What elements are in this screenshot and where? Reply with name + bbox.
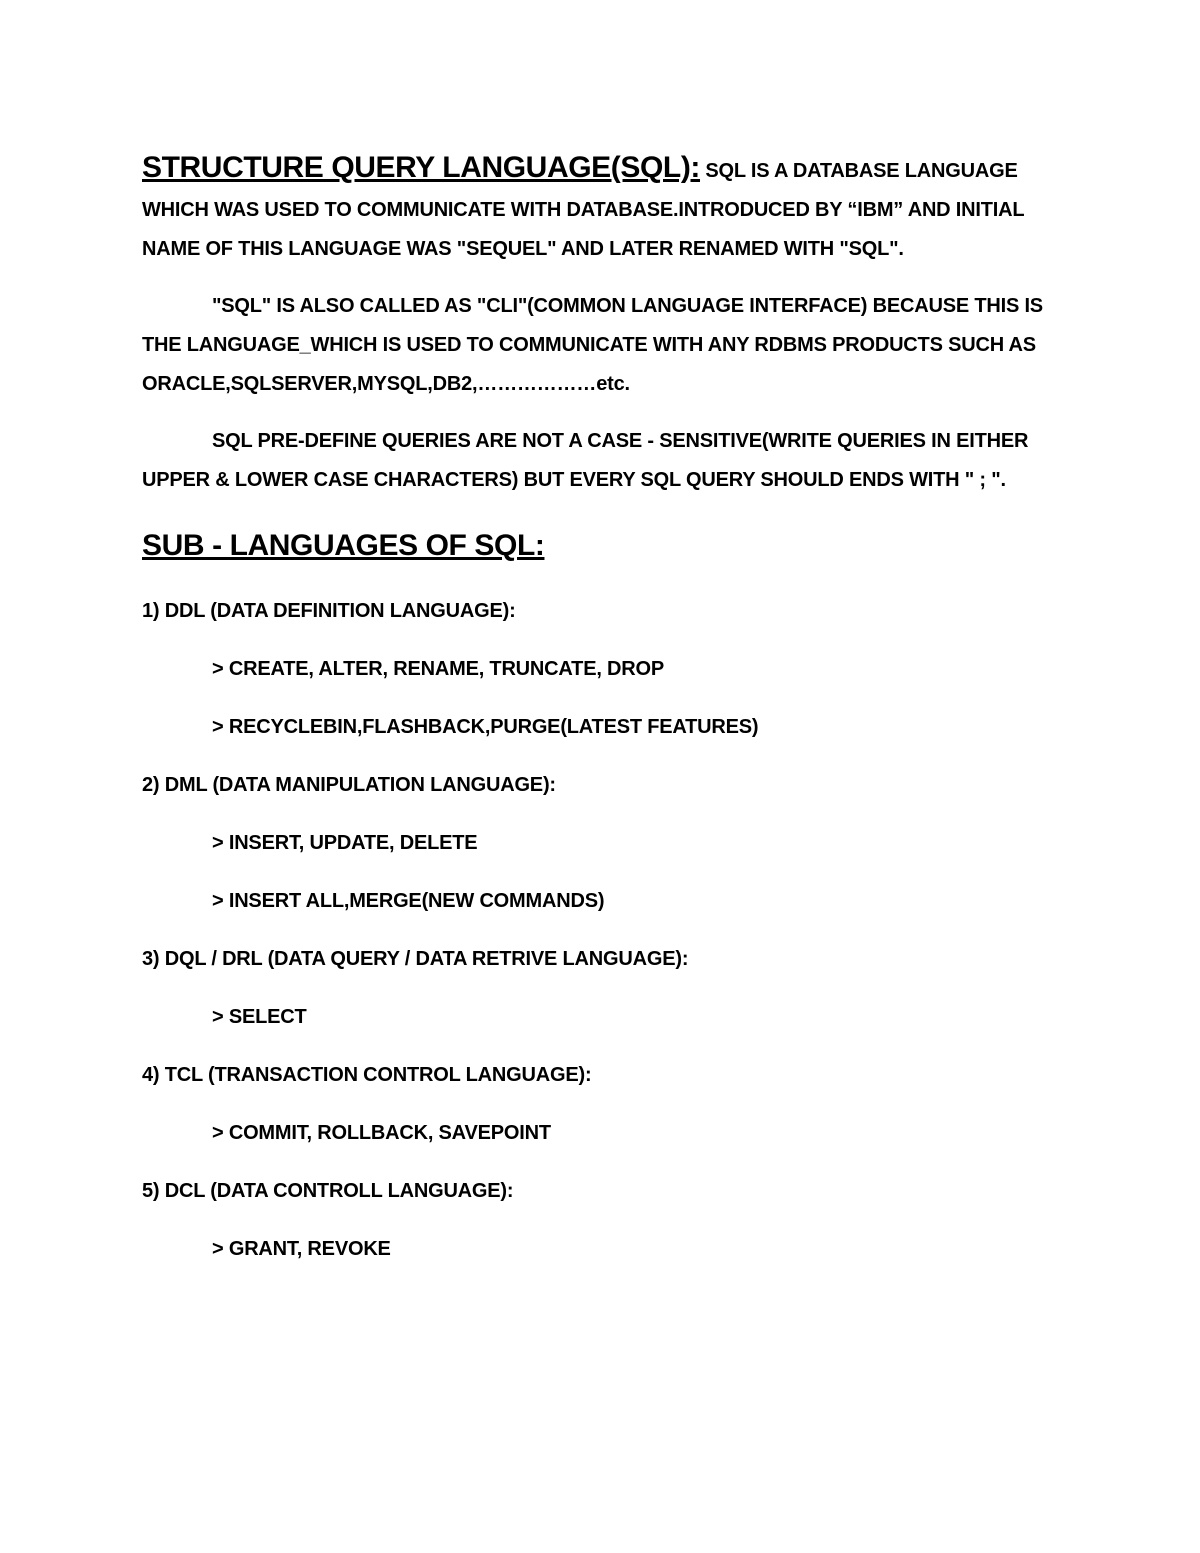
case-sensitivity-paragraph: SQL PRE-DEFINE QUERIES ARE NOT A CASE - SENSITIVE(WRITE QUERIES IN EITHER UPPER & LOWER CASE CHARACTERS) BUT EVERY SQL QUERY SHOULD ENDS WITH " ; ". (142, 430, 1034, 491)
section-dcl (142, 1178, 1072, 1262)
section-dql (142, 946, 1072, 1030)
section-item: > CREATE, ALTER, RENAME, TRUNCATE, DROP (212, 658, 665, 680)
section-item: > RECYCLEBIN,FLASHBACK,PURGE(LATEST FEATURES) (212, 716, 759, 738)
section-dml (142, 772, 1072, 914)
intro-text: SQL IS A DATABASE LANGUAGE WHICH WAS USED TO COMMUNICATE WITH DATABASE.INTRODUCED BY “IBM” AND INITIAL NAME OF THIS LANGUAGE WAS "SEQUEL" AND LATER RENAMED WITH "SQL". (142, 160, 1030, 260)
section-title: 2) DML (DATA MANIPULATION LANGUAGE): (142, 774, 556, 796)
section-title: 5) DCL (DATA CONTROLL LANGUAGE): (142, 1180, 514, 1202)
document-body (142, 148, 1072, 1262)
section-item: > GRANT, REVOKE (212, 1238, 391, 1260)
section-tcl (142, 1062, 1072, 1146)
section-item: > COMMIT, ROLLBACK, SAVEPOINT (212, 1122, 551, 1144)
section-title: 1) DDL (DATA DEFINITION LANGUAGE): (142, 600, 516, 622)
section-ddl (142, 598, 1072, 740)
section-item: > INSERT ALL,MERGE(NEW COMMANDS) (212, 890, 605, 912)
section-title: 4) TCL (TRANSACTION CONTROL LANGUAGE): (142, 1064, 592, 1086)
document-title: STRUCTURE QUERY LANGUAGE(SQL): (142, 151, 701, 184)
section-item: > SELECT (212, 1006, 307, 1028)
cli-paragraph: "SQL" IS ALSO CALLED AS "CLI"(COMMON LANGUAGE INTERFACE) BECAUSE THIS IS THE LANGUAGE_WHICH IS USED TO COMMUNICATE WITH ANY RDBMS PRODUCTS SUCH AS ORACLE,SQLSERVER,MYSQL,DB2,………………etc. (142, 295, 1049, 395)
intro-paragraph (142, 148, 1072, 269)
sub-languages-heading: SUB - LANGUAGES OF SQL: (142, 529, 545, 562)
section-title: 3) DQL / DRL (DATA QUERY / DATA RETRIVE LANGUAGE): (142, 948, 689, 970)
section-item: > INSERT, UPDATE, DELETE (212, 832, 478, 854)
